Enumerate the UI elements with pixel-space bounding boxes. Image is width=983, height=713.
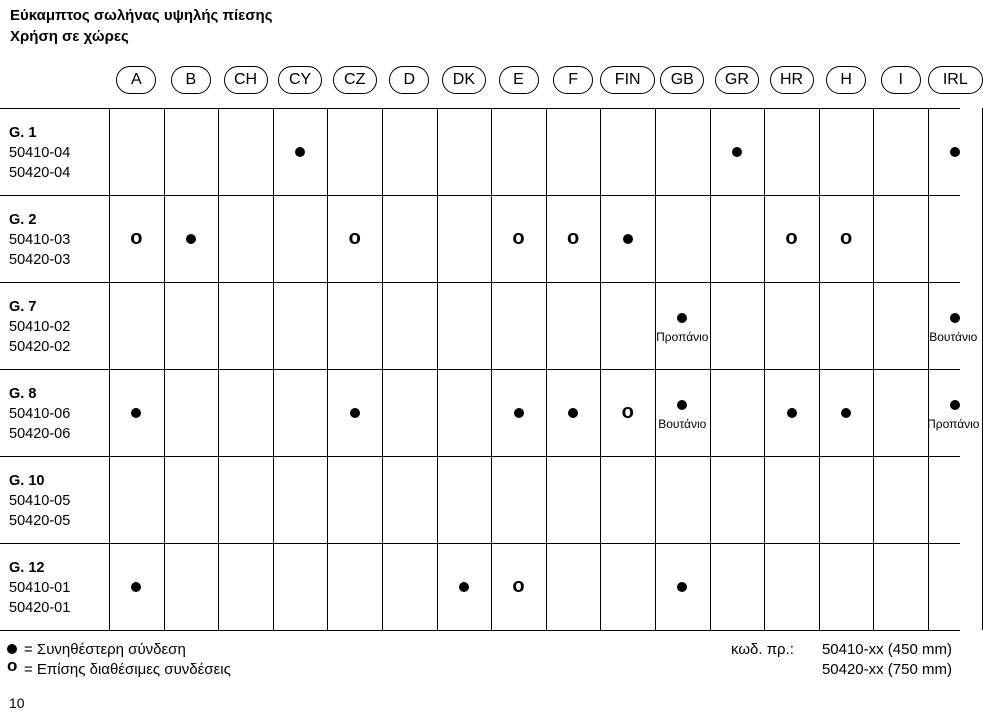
gas-type-note: Προπάνιο bbox=[656, 330, 709, 344]
legend-common-connection: = Συνηθέστερη σύνδεση bbox=[24, 641, 186, 658]
column-divider bbox=[491, 108, 492, 630]
part-code: 50420-06 bbox=[9, 426, 71, 442]
country-code-a: A bbox=[116, 66, 156, 94]
country-code-e: E bbox=[499, 66, 539, 94]
group-label: G. 12 bbox=[9, 560, 45, 576]
available-connection-circle: o bbox=[566, 227, 580, 249]
part-number-450: 50410-xx (450 mm) bbox=[821, 641, 952, 658]
available-connection-circle: o bbox=[621, 401, 634, 423]
common-connection-dot bbox=[131, 408, 141, 418]
column-divider bbox=[546, 108, 547, 630]
common-connection-dot bbox=[677, 313, 687, 323]
available-connection-circle: o bbox=[839, 227, 853, 249]
country-code-cy: CY bbox=[278, 66, 322, 94]
common-connection-dot bbox=[787, 408, 797, 418]
row-label-g.7 bbox=[9, 297, 70, 357]
part-code: 50410-05 bbox=[9, 493, 71, 509]
row-divider bbox=[0, 456, 960, 457]
part-code: 50410-02 bbox=[9, 319, 71, 335]
country-code-gr: GR bbox=[715, 66, 759, 94]
column-divider bbox=[327, 108, 328, 630]
country-code-irl: IRL bbox=[928, 66, 983, 94]
available-connection-circle: o bbox=[785, 227, 798, 249]
gas-type-note: Προπάνιο bbox=[927, 417, 980, 431]
row-label-g.10 bbox=[9, 471, 70, 531]
common-connection-dot bbox=[295, 147, 305, 157]
legend-circle-symbol: o bbox=[7, 656, 18, 675]
part-code: 50420-02 bbox=[9, 339, 71, 355]
country-code-f: F bbox=[553, 66, 593, 94]
row-divider bbox=[0, 108, 960, 109]
column-divider bbox=[764, 108, 765, 630]
page-number: 10 bbox=[9, 695, 25, 711]
common-connection-dot bbox=[568, 408, 578, 418]
part-number-750: 50420-xx (750 mm) bbox=[821, 661, 952, 678]
part-code: 50410-01 bbox=[9, 580, 71, 596]
column-divider bbox=[710, 108, 711, 630]
row-label-g.2 bbox=[9, 210, 70, 270]
row-divider bbox=[0, 282, 960, 283]
page-title: Εύκαμπτος σωλήνας υψηλής πίεσης bbox=[10, 7, 273, 24]
available-connection-circle: o bbox=[130, 227, 143, 249]
row-divider bbox=[0, 369, 960, 370]
common-connection-dot bbox=[350, 408, 360, 418]
part-code: 50410-04 bbox=[9, 145, 71, 161]
group-label: G. 8 bbox=[9, 386, 37, 402]
available-connection-circle: o bbox=[348, 227, 361, 249]
row-divider bbox=[0, 630, 960, 631]
country-code-fin: FIN bbox=[600, 66, 655, 94]
row-divider bbox=[0, 543, 960, 544]
common-connection-dot bbox=[950, 313, 960, 323]
part-code: 50420-01 bbox=[9, 600, 71, 616]
column-divider bbox=[164, 108, 165, 630]
column-divider bbox=[109, 108, 110, 630]
column-divider bbox=[382, 108, 383, 630]
common-connection-dot bbox=[677, 400, 687, 410]
column-divider bbox=[873, 108, 874, 630]
available-connection-circle: o bbox=[512, 227, 525, 249]
group-label: G. 10 bbox=[9, 473, 45, 489]
country-code-i: I bbox=[881, 66, 921, 94]
country-code-h: H bbox=[826, 66, 866, 94]
gas-type-note: Βουτάνιο bbox=[658, 417, 707, 431]
page-subtitle: Χρήση σε χώρες bbox=[10, 28, 129, 45]
column-divider bbox=[819, 108, 820, 630]
column-divider bbox=[600, 108, 601, 630]
country-code-gb: GB bbox=[660, 66, 704, 94]
common-connection-dot bbox=[186, 234, 196, 244]
common-connection-dot bbox=[623, 234, 633, 244]
part-code: 50420-03 bbox=[9, 252, 71, 268]
common-connection-dot bbox=[732, 147, 742, 157]
column-divider bbox=[273, 108, 274, 630]
part-code: 50410-03 bbox=[9, 232, 71, 248]
country-code-cz: CZ bbox=[333, 66, 377, 94]
common-connection-dot bbox=[459, 582, 469, 592]
country-code-dk: DK bbox=[442, 66, 486, 94]
common-connection-dot bbox=[131, 582, 141, 592]
legend-also-available: = Επίσης διαθέσιμες συνδέσεις bbox=[24, 661, 231, 678]
group-label: G. 1 bbox=[9, 125, 37, 141]
column-divider bbox=[437, 108, 438, 630]
row-label-g.8 bbox=[9, 384, 70, 444]
common-connection-dot bbox=[677, 582, 687, 592]
group-label: G. 2 bbox=[9, 212, 37, 228]
group-label: G. 7 bbox=[9, 299, 37, 315]
common-connection-dot bbox=[514, 408, 524, 418]
column-divider bbox=[218, 108, 219, 630]
common-connection-dot bbox=[950, 400, 960, 410]
part-code: 50410-06 bbox=[9, 406, 71, 422]
country-code-ch: CH bbox=[224, 66, 268, 94]
country-code-b: B bbox=[171, 66, 211, 94]
country-code-d: D bbox=[389, 66, 429, 94]
part-code: 50420-05 bbox=[9, 513, 71, 529]
row-label-g.12 bbox=[9, 558, 70, 618]
column-divider bbox=[928, 108, 929, 630]
legend-dot-symbol bbox=[7, 644, 17, 654]
part-number-label: κωδ. πρ.: bbox=[731, 641, 794, 658]
row-divider bbox=[0, 195, 960, 196]
gas-type-note: Βουτάνιο bbox=[929, 330, 978, 344]
available-connection-circle: o bbox=[512, 575, 525, 597]
common-connection-dot bbox=[950, 147, 960, 157]
column-divider bbox=[655, 108, 656, 630]
part-code: 50420-04 bbox=[9, 165, 71, 181]
row-label-g.1 bbox=[9, 123, 70, 183]
country-code-hr: HR bbox=[770, 66, 814, 94]
common-connection-dot bbox=[841, 408, 851, 418]
